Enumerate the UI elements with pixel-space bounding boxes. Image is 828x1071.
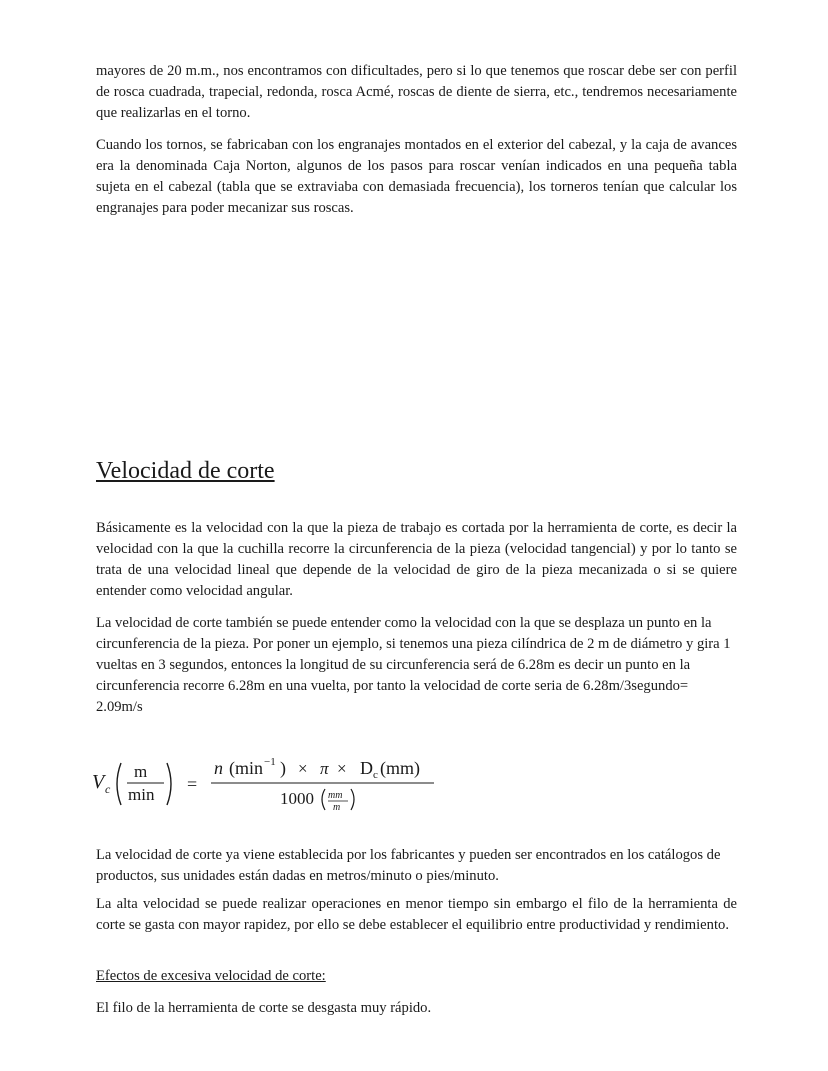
formula-vc-subscript: c: [105, 782, 111, 796]
formula-lhs-unit-denominator: min: [128, 785, 155, 804]
formula-den-unit-numerator: mm: [328, 790, 343, 801]
formula-times-2: ×: [337, 759, 347, 778]
formula-n: n: [214, 758, 223, 778]
formula-vc-symbol: V: [92, 771, 105, 793]
formula-dc: D: [360, 758, 373, 778]
section-paragraph-2: La velocidad de corte también se puede entender como la velocidad con la que se desplaza un punto en la circunferencia de la pieza. Por poner un ejemplo, si tenemos una pieza cilíndrica de 2 m de diámetro y gira 1 vueltas en 3 segundos, entonces la longitud de su circunferencia será de 6.28m es decir un punto en la circunferencia recorre 6.28m en una vuelta, por tanto la velocidad de corte seria de 6.28m/3segundo= 2.09m/s: [96, 615, 731, 715]
section-heading: Velocidad de corte: [96, 458, 275, 484]
formula-den-left-paren: [322, 789, 325, 810]
effects-subheading: Efectos de excesiva velocidad de corte:: [96, 968, 326, 984]
formula-min-exponent: −1: [264, 756, 276, 768]
formula-den-unit-denominator: m: [333, 802, 341, 813]
formula-right-paren: [167, 763, 171, 805]
formula-times-1: ×: [298, 759, 308, 778]
formula-pi: π: [320, 759, 329, 778]
formula-left-paren: [117, 763, 121, 805]
formula-lhs-unit-numerator: m: [134, 762, 148, 781]
formula-equals: =: [187, 774, 198, 794]
cutting-speed-formula: [92, 748, 452, 818]
section-paragraph-3: La velocidad de corte ya viene establecida por los fabricantes y pueden ser encontrados en los catálogos de productos, sus unidades están dadas en metros/minuto o pies/minuto.: [96, 847, 721, 884]
section-paragraph-5: El filo de la herramienta de corte se desgasta muy rápido.: [96, 1000, 432, 1016]
formula-min-close: ): [280, 758, 286, 778]
formula-dc-unit: (mm): [380, 758, 420, 778]
intro-paragraph-1: mayores de 20 m.m., nos encontramos con dificultades, pero si lo que tenemos que roscar debe ser con perfil de rosca cuadrada, trapecial, redonda, rosca Acmé, roscas de diente de sierra, etc., tendremos necesariamente que realizarlas en el torno.: [96, 63, 737, 121]
section-paragraph-1: Básicamente es la velocidad con la que la pieza de trabajo es cortada por la herramienta de corte, es decir la velocidad con la que la cuchilla recorre la circunferencia de la pieza (velocidad tangencial) y por lo tanto se trata de una velocidad lineal que depende de la velocidad de giro de la pieza mecanizada o si se quiere entender como velocidad angular.: [96, 520, 737, 599]
section-paragraph-4: La alta velocidad se puede realizar operaciones en menor tiempo sin embargo el filo de la herramienta de corte se gasta con mayor rapidez, por ello se debe establecer el equilibrio entre productividad y rendimiento.: [96, 896, 737, 933]
formula-den-right-paren: [351, 789, 354, 810]
formula-denominator-value: 1000: [280, 789, 314, 808]
formula-min-unit: (min: [229, 758, 263, 778]
intro-paragraph-2: Cuando los tornos, se fabricaban con los engranajes montados en el exterior del cabezal, y la caja de avances era la denominada Caja Norton, algunos de los pasos para roscar venían indicados en una pequeña tabla sujeta en el cabezal (tabla que se extraviaba con demasiada frecuencia), los torneros tenían que calcular los engranajes para poder mecanizar sus roscas.: [96, 137, 737, 216]
formula-dc-subscript: c: [373, 769, 378, 781]
